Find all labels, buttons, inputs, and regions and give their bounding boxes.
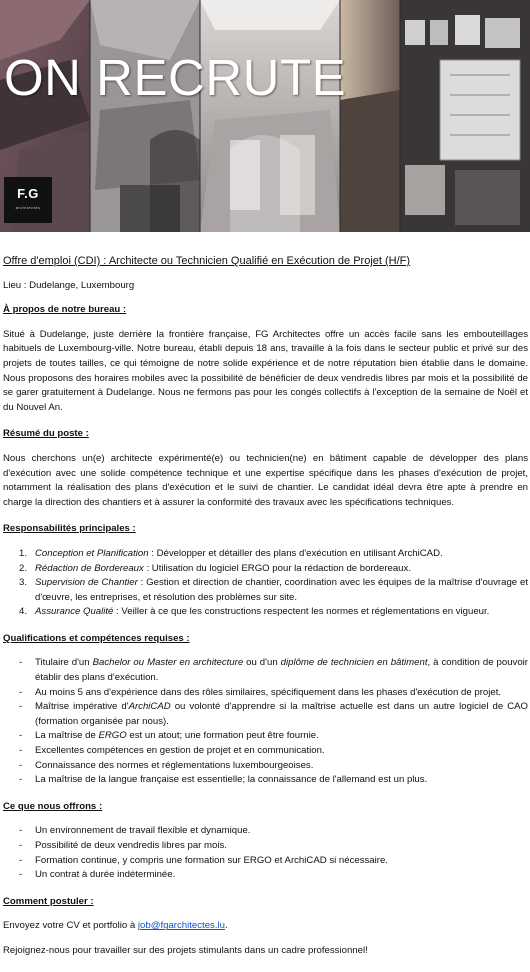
offers-heading: Ce que nous offrons : [3,800,103,812]
hero-banner [0,0,530,232]
responsibilities-list [3,547,528,620]
list-item: - Connaissance des normes et réglementations luxembourgeoises. [19,759,314,771]
list-item: - Possibilité de deux vendredis libres par mois. [19,840,227,851]
list-item: - Formation continue, y compris une formation sur ERGO et ArchiCAD si nécessaire. [19,854,388,866]
banner-collage-image [0,0,530,232]
apply-heading: Comment postuler : [3,895,94,907]
list-item: - La maîtrise de la langue française est essentielle; la connaissance de l'allemand est un plus. [19,774,428,786]
list-item: - La maîtrise de ERGO est un atout; une formation peut être fournie. [19,730,319,742]
list-item: 4. Assurance Qualité : Veiller à ce que les constructions respectent les normes et réglementations en vigueur. [19,606,490,618]
logo-subtext: architectes [15,205,41,210]
offer-location: Lieu : Dudelange, Luxembourg [3,279,135,291]
list-item: - Excellentes compétences en gestion de projet et en communication. [19,745,325,757]
about-heading: À propos de notre bureau : [3,304,127,316]
qualifications-list [3,656,528,787]
hero-headline: ON RECRUTE [4,49,347,106]
list-item: 1. Conception et Planification : Développer et détailler des plans d'exécution en utilisant ArchiCAD. [19,547,443,559]
closing-line: Rejoignez-nous pour travailler sur des projets stimulants dans un cadre professionnel! [3,944,368,956]
list-item: - Un contrat à durée indéterminée. [19,869,176,881]
responsibilities-heading: Responsabilités principales : [3,523,136,535]
offer-title: Offre d'emploi (CDI) : Architecte ou Technicien Qualifié en Exécution de Projet (H/F) [3,255,411,267]
list-item: - Un environnement de travail flexible et dynamique. [19,825,251,837]
qualifications-heading: Qualifications et compétences requises : [3,632,190,644]
list-item: 2. Rédaction de Bordereaux : Utilisation du logiciel ERGO pour la rédaction de bordereaux. [19,562,411,574]
email-link[interactable]: job@fgarchitectes.lu [137,920,225,932]
list-item: - Titulaire d'un Bachelor ou Master en architecture ou d'un diplôme de technicien en bâtiment, à condition de pouvoir établir des plans d'exécution. [19,657,528,684]
offers-list [3,824,528,882]
logo-text: F.G [17,186,39,201]
apply-instructions: Envoyez votre CV et portfolio à job@fgarchitectes.lu. [3,920,228,932]
list-item: - Maîtrise impérative d'ArchiCAD ou volonté d'apprendre si la maîtrise actuelle est dans un autre logiciel de CAO (formation organisée par nous). [19,701,528,727]
summary-heading: Résumé du poste : [3,428,89,440]
company-logo [4,177,52,223]
job-offer-content [3,254,528,959]
about-paragraph: Situé à Dudelange, juste derrière la frontière française, FG Architectes offre un accès facile sans les embouteillages habituels de Luxembourg-ville. Notre bureau, établi depuis 18 ans, travaille à la fois dans le secteur public et privé sur des projets de toutes tailles, ce qui témoigne de notre solide expérience et de notre réputation bien établie dans le domaine. Nous proposons des horaires mobiles avec la possibilité de bénéficier de deux vendredis libres par mois et la possibilité de se garer gratuitement à Dudelange. Nous ne fermons pas pour les congés collectifs à l'exception de la semaine de Noël et du Nouvel An. [3,328,528,413]
summary-paragraph: Nous cherchons un(e) architecte expérimenté(e) ou technicien(ne) en bâtiment capable de développer des plans d'exécution avec une solide compétence technique et une expertise spécifique dans les phases d'exécution de projet, notamment la réalisation des plans d'exécution et le suivi de chantier. Le candidat idéal devra être apte à prendre en charge la direction des chantiers et à assurer la conformité des travaux avec les spécifications techniques. [3,452,528,508]
list-item: - Au moins 5 ans d'expérience dans des rôles similaires, spécifiquement dans les phases d'exécution de projet. [19,686,502,698]
list-item: 3. Supervision de Chantier : Gestion et direction de chantier, coordination avec les équipes de la maîtrise d'ouvrage et d'œuvre, les entreprises, et résolution des problèmes sur site. [19,577,528,603]
